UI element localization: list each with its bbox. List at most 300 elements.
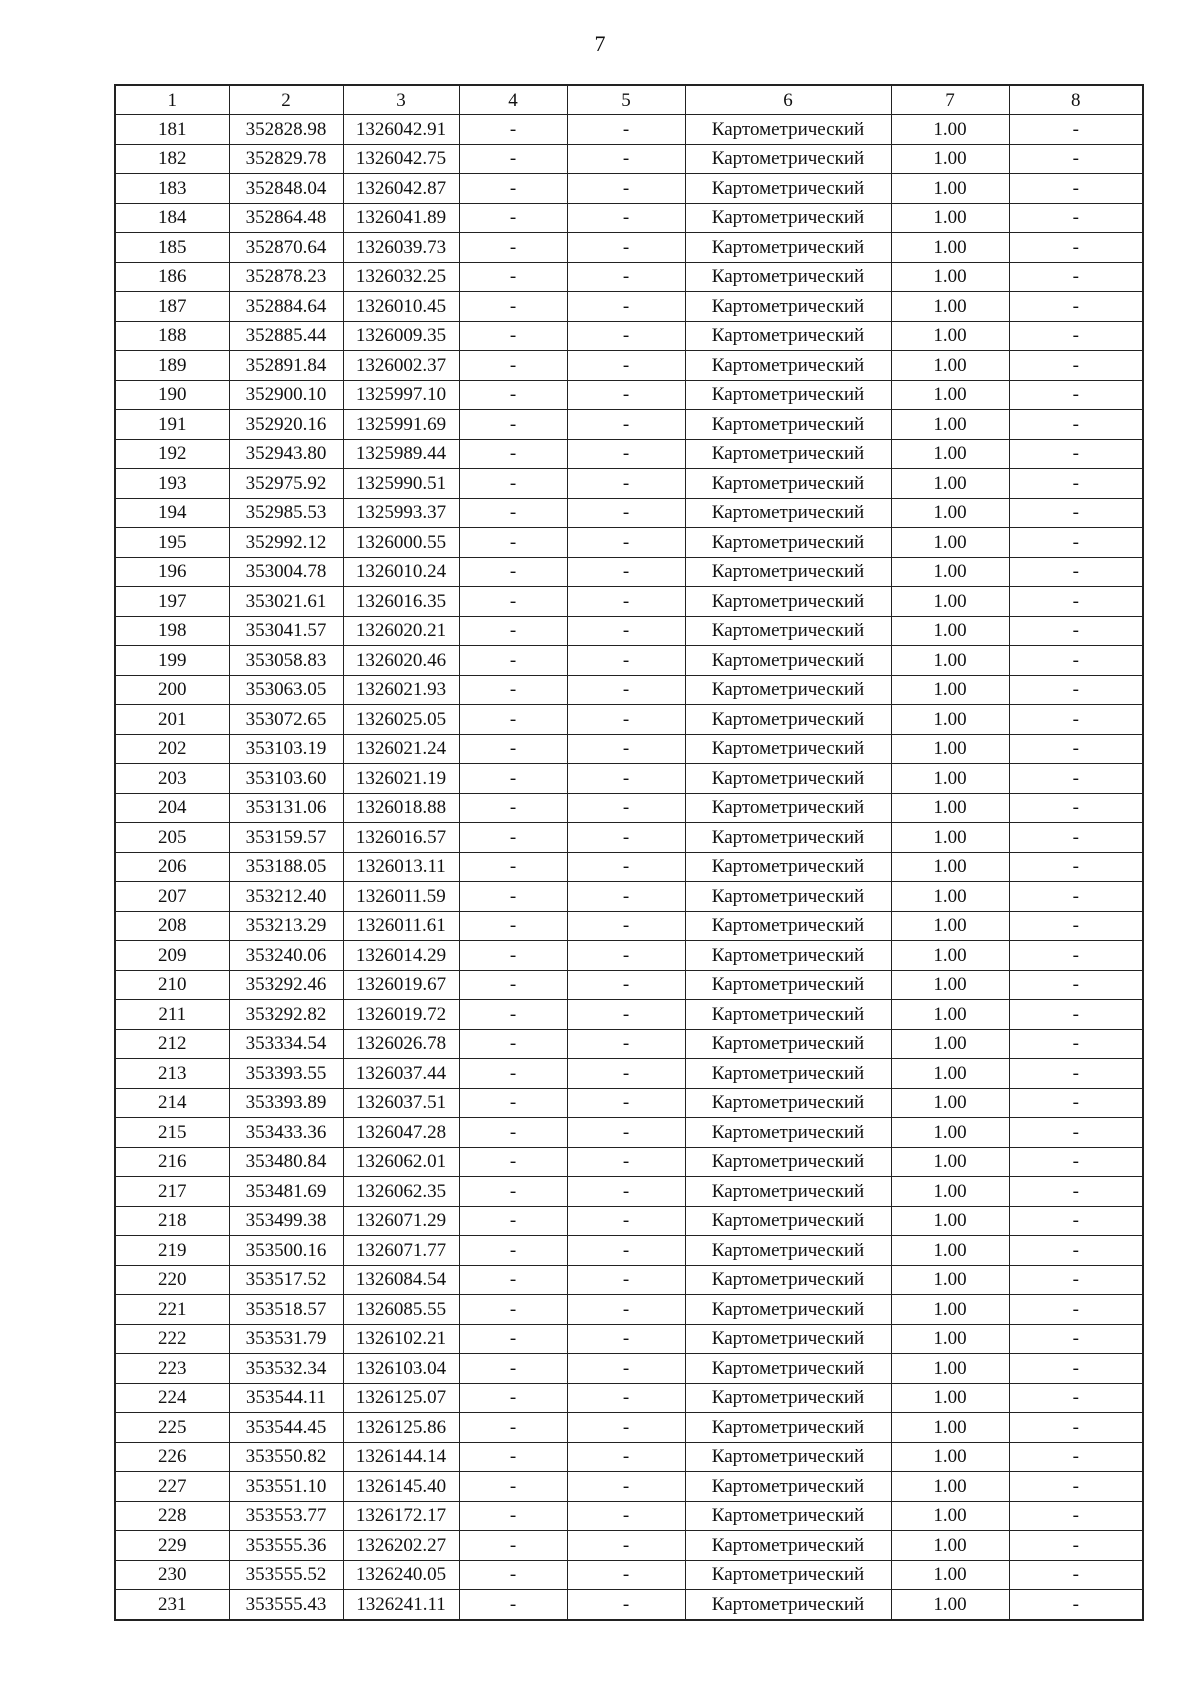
table-cell: 1.00 [891, 705, 1009, 735]
table-row [115, 144, 1143, 174]
table-cell: 218 [115, 1206, 229, 1236]
table-cell: - [459, 1059, 567, 1089]
table-cell: - [1009, 1029, 1143, 1059]
table-cell: 1.00 [891, 1472, 1009, 1502]
table-cell: - [567, 1265, 685, 1295]
table-cell: - [567, 115, 685, 145]
table-cell: 222 [115, 1324, 229, 1354]
table-cell: - [459, 1295, 567, 1325]
table-row [115, 823, 1143, 853]
table-cell: 1326016.57 [343, 823, 459, 853]
table-row [115, 1236, 1143, 1266]
table-cell: - [567, 852, 685, 882]
table-cell: 223 [115, 1354, 229, 1384]
table-cell: - [1009, 380, 1143, 410]
table-cell: Картометрический [685, 675, 891, 705]
table-cell: 1326042.75 [343, 144, 459, 174]
table-cell: 1326019.72 [343, 1000, 459, 1030]
table-cell: Картометрический [685, 1531, 891, 1561]
table-cell: 352885.44 [229, 321, 343, 351]
table-cell: 1.00 [891, 233, 1009, 263]
table-cell: 353188.05 [229, 852, 343, 882]
table-cell: 215 [115, 1118, 229, 1148]
table-cell: - [567, 970, 685, 1000]
table-cell: - [567, 1206, 685, 1236]
table-cell: 1.00 [891, 439, 1009, 469]
table-cell: - [1009, 793, 1143, 823]
table-cell: 352992.12 [229, 528, 343, 558]
table-cell: - [567, 1590, 685, 1620]
table-cell: 1.00 [891, 675, 1009, 705]
table-cell: 353063.05 [229, 675, 343, 705]
table-cell: - [1009, 144, 1143, 174]
table-cell: - [567, 911, 685, 941]
table-cell: 1326000.55 [343, 528, 459, 558]
table-row [115, 410, 1143, 440]
table-row [115, 1029, 1143, 1059]
table-cell: 1326010.24 [343, 557, 459, 587]
table-cell: 353131.06 [229, 793, 343, 823]
column-header: 8 [1009, 85, 1143, 115]
table-row [115, 469, 1143, 499]
table-cell: 353041.57 [229, 616, 343, 646]
table-cell: 1.00 [891, 351, 1009, 381]
column-header: 4 [459, 85, 567, 115]
table-cell: 1.00 [891, 941, 1009, 971]
table-cell: Картометрический [685, 1472, 891, 1502]
table-cell: 352920.16 [229, 410, 343, 440]
table-cell: - [1009, 351, 1143, 381]
table-cell: Картометрический [685, 1029, 891, 1059]
table-row [115, 587, 1143, 617]
table-cell: 1326062.01 [343, 1147, 459, 1177]
table-cell: - [567, 174, 685, 204]
table-cell: - [567, 439, 685, 469]
table-row [115, 734, 1143, 764]
table-cell: 353480.84 [229, 1147, 343, 1177]
table-cell: - [567, 233, 685, 263]
table-cell: Картометрический [685, 321, 891, 351]
table-row [115, 882, 1143, 912]
table-row [115, 1560, 1143, 1590]
table-cell: 1.00 [891, 321, 1009, 351]
table-cell: 1.00 [891, 911, 1009, 941]
table-cell: Картометрический [685, 941, 891, 971]
table-row [115, 321, 1143, 351]
table-cell: Картометрический [685, 1147, 891, 1177]
table-cell: 1326037.51 [343, 1088, 459, 1118]
table-cell: Картометрический [685, 1560, 891, 1590]
coordinates-table [114, 84, 1144, 1621]
table-cell: 353103.60 [229, 764, 343, 794]
table-cell: - [1009, 1118, 1143, 1148]
table-row [115, 262, 1143, 292]
table-cell: 197 [115, 587, 229, 617]
table-cell: 353500.16 [229, 1236, 343, 1266]
table-cell: - [459, 1000, 567, 1030]
table-cell: Картометрический [685, 498, 891, 528]
table-row [115, 1531, 1143, 1561]
table-cell: Картометрический [685, 911, 891, 941]
table-cell: 353544.45 [229, 1413, 343, 1443]
table-cell: 353532.34 [229, 1354, 343, 1384]
table-cell: Картометрический [685, 616, 891, 646]
table-cell: 191 [115, 410, 229, 440]
table-cell: 224 [115, 1383, 229, 1413]
table-cell: 353481.69 [229, 1177, 343, 1207]
table-cell: - [567, 1118, 685, 1148]
table-row [115, 292, 1143, 322]
table-cell: 229 [115, 1531, 229, 1561]
table-cell: 1.00 [891, 1059, 1009, 1089]
table-cell: 352829.78 [229, 144, 343, 174]
table-cell: 1326002.37 [343, 351, 459, 381]
table-cell: 353555.43 [229, 1590, 343, 1620]
table-cell: Картометрический [685, 705, 891, 735]
table-row [115, 764, 1143, 794]
table-cell: 1326009.35 [343, 321, 459, 351]
table-cell: Картометрический [685, 734, 891, 764]
table-cell: 193 [115, 469, 229, 499]
table-row [115, 1000, 1143, 1030]
table-cell: 1326020.21 [343, 616, 459, 646]
table-cell: 1326042.91 [343, 115, 459, 145]
table-cell: 206 [115, 852, 229, 882]
table-cell: - [1009, 115, 1143, 145]
table-cell: - [459, 911, 567, 941]
table-cell: - [567, 1000, 685, 1030]
table-cell: 353499.38 [229, 1206, 343, 1236]
table-cell: Картометрический [685, 1236, 891, 1266]
table-row [115, 1118, 1143, 1148]
table-cell: 1.00 [891, 1560, 1009, 1590]
table-cell: - [567, 380, 685, 410]
table-cell: Картометрический [685, 793, 891, 823]
table-cell: - [567, 793, 685, 823]
table-cell: - [459, 675, 567, 705]
table-cell: 184 [115, 203, 229, 233]
table-cell: 209 [115, 941, 229, 971]
table-cell: - [1009, 1236, 1143, 1266]
table-cell: 1326039.73 [343, 233, 459, 263]
table-cell: 212 [115, 1029, 229, 1059]
table-row [115, 1383, 1143, 1413]
table-cell: 221 [115, 1295, 229, 1325]
table-cell: - [1009, 646, 1143, 676]
table-cell: - [1009, 1324, 1143, 1354]
table-cell: 352870.64 [229, 233, 343, 263]
table-cell: 1.00 [891, 144, 1009, 174]
table-cell: 227 [115, 1472, 229, 1502]
table-cell: Картометрический [685, 1590, 891, 1620]
table-cell: Картометрический [685, 262, 891, 292]
table-cell: - [459, 351, 567, 381]
table-cell: - [567, 941, 685, 971]
table-row [115, 675, 1143, 705]
column-header: 2 [229, 85, 343, 115]
table-cell: - [567, 823, 685, 853]
table-cell: 1.00 [891, 734, 1009, 764]
table-cell: 1.00 [891, 1442, 1009, 1472]
table-row [115, 351, 1143, 381]
table-cell: - [567, 646, 685, 676]
table-cell: 207 [115, 882, 229, 912]
table-cell: 353433.36 [229, 1118, 343, 1148]
table-cell: - [459, 764, 567, 794]
table-cell: 353544.11 [229, 1383, 343, 1413]
table-cell: - [567, 498, 685, 528]
table-cell: Картометрический [685, 1206, 891, 1236]
page-number: 7 [594, 31, 606, 56]
table-row [115, 1295, 1143, 1325]
table-cell: 188 [115, 321, 229, 351]
table-cell: - [567, 587, 685, 617]
table-cell: Картометрический [685, 764, 891, 794]
table-cell: - [567, 1147, 685, 1177]
table-cell: - [459, 262, 567, 292]
table-cell: Картометрический [685, 587, 891, 617]
table-cell: 353212.40 [229, 882, 343, 912]
table-cell: 196 [115, 557, 229, 587]
table-cell: - [567, 410, 685, 440]
table-cell: 352848.04 [229, 174, 343, 204]
table-cell: 353550.82 [229, 1442, 343, 1472]
table-cell: 1.00 [891, 1206, 1009, 1236]
table-cell: 353334.54 [229, 1029, 343, 1059]
table-cell: 1326071.29 [343, 1206, 459, 1236]
table-cell: - [567, 616, 685, 646]
table-cell: Картометрический [685, 970, 891, 1000]
table-cell: Картометрический [685, 410, 891, 440]
table-cell: - [1009, 970, 1143, 1000]
table-cell: 231 [115, 1590, 229, 1620]
table-cell: - [1009, 262, 1143, 292]
table-cell: 353292.82 [229, 1000, 343, 1030]
table-row [115, 115, 1143, 145]
table-cell: 1.00 [891, 616, 1009, 646]
table-cell: - [459, 1413, 567, 1443]
table-cell: 1.00 [891, 1236, 1009, 1266]
table-cell: Картометрический [685, 351, 891, 381]
table-cell: 353292.46 [229, 970, 343, 1000]
table-cell: - [459, 646, 567, 676]
table-cell: 226 [115, 1442, 229, 1472]
table-cell: Картометрический [685, 528, 891, 558]
table-cell: 352878.23 [229, 262, 343, 292]
table-cell: 352900.10 [229, 380, 343, 410]
table-row [115, 646, 1143, 676]
table-cell: - [1009, 823, 1143, 853]
table-cell: - [459, 292, 567, 322]
table-cell: 1.00 [891, 646, 1009, 676]
table-row [115, 1177, 1143, 1207]
table-cell: - [1009, 1501, 1143, 1531]
table-cell: 183 [115, 174, 229, 204]
table-row [115, 1501, 1143, 1531]
table-cell: 205 [115, 823, 229, 853]
table-cell: 1.00 [891, 528, 1009, 558]
table-cell: - [1009, 1442, 1143, 1472]
table-cell: 1326014.29 [343, 941, 459, 971]
table-row [115, 1265, 1143, 1295]
table-cell: - [1009, 292, 1143, 322]
table-cell: - [567, 469, 685, 499]
table-cell: Картометрический [685, 1118, 891, 1148]
table-cell: 228 [115, 1501, 229, 1531]
table-cell: - [567, 1236, 685, 1266]
table-cell: 194 [115, 498, 229, 528]
table-row [115, 970, 1143, 1000]
table-cell: 216 [115, 1147, 229, 1177]
table-cell: 200 [115, 675, 229, 705]
table-cell: - [567, 262, 685, 292]
table-cell: - [1009, 528, 1143, 558]
table-cell: - [1009, 1147, 1143, 1177]
table-cell: - [567, 1560, 685, 1590]
table-cell: Картометрический [685, 439, 891, 469]
table-cell: 1326145.40 [343, 1472, 459, 1502]
table-cell: - [1009, 587, 1143, 617]
table-cell: 1326037.44 [343, 1059, 459, 1089]
table-cell: 199 [115, 646, 229, 676]
table-cell: - [459, 1029, 567, 1059]
table-cell: - [567, 557, 685, 587]
column-header: 5 [567, 85, 685, 115]
table-cell: 353058.83 [229, 646, 343, 676]
table-cell: - [567, 292, 685, 322]
table-cell: - [459, 1354, 567, 1384]
table-cell: 1.00 [891, 292, 1009, 322]
table-cell: - [1009, 705, 1143, 735]
table-cell: - [459, 1590, 567, 1620]
column-header: 3 [343, 85, 459, 115]
table-body [115, 85, 1143, 1620]
table-cell: 1.00 [891, 1413, 1009, 1443]
table-cell: 1326202.27 [343, 1531, 459, 1561]
table-cell: 1326021.19 [343, 764, 459, 794]
table-row [115, 616, 1143, 646]
table-cell: - [459, 144, 567, 174]
table-cell: - [567, 1029, 685, 1059]
table-row [115, 1354, 1143, 1384]
table-cell: - [1009, 1590, 1143, 1620]
table-cell: - [567, 1177, 685, 1207]
table-cell: 1.00 [891, 1029, 1009, 1059]
table-cell: - [1009, 498, 1143, 528]
table-cell: 1.00 [891, 557, 1009, 587]
table-cell: - [1009, 321, 1143, 351]
table-cell: - [459, 1560, 567, 1590]
table-cell: - [567, 764, 685, 794]
table-cell: - [1009, 233, 1143, 263]
table-cell: 1326041.89 [343, 203, 459, 233]
table-cell: 192 [115, 439, 229, 469]
table-cell: 1325989.44 [343, 439, 459, 469]
table-row [115, 1206, 1143, 1236]
table-cell: 353213.29 [229, 911, 343, 941]
table-cell: - [567, 1442, 685, 1472]
table-cell: - [567, 203, 685, 233]
table-cell: 198 [115, 616, 229, 646]
table-cell: Картометрический [685, 557, 891, 587]
table-row [115, 793, 1143, 823]
table-cell: 1.00 [891, 852, 1009, 882]
table-cell: 220 [115, 1265, 229, 1295]
table-cell: 1326241.11 [343, 1590, 459, 1620]
table-cell: - [1009, 1295, 1143, 1325]
table-cell: 352975.92 [229, 469, 343, 499]
table-row [115, 852, 1143, 882]
table-cell: - [567, 1059, 685, 1089]
table-cell: - [459, 1118, 567, 1148]
table-cell: 1.00 [891, 1147, 1009, 1177]
table-cell: 1.00 [891, 970, 1009, 1000]
table-cell: Картометрический [685, 1088, 891, 1118]
table-cell: 1.00 [891, 1177, 1009, 1207]
table-cell: - [567, 1531, 685, 1561]
table-cell: 353517.52 [229, 1265, 343, 1295]
table-cell: - [1009, 1354, 1143, 1384]
table-cell: - [567, 321, 685, 351]
header-row [115, 85, 1143, 115]
table-cell: - [459, 1531, 567, 1561]
table-cell: - [1009, 616, 1143, 646]
table-cell: - [459, 734, 567, 764]
table-row [115, 1088, 1143, 1118]
table-cell: 203 [115, 764, 229, 794]
table-cell: Картометрический [685, 292, 891, 322]
table-row [115, 380, 1143, 410]
table-cell: - [459, 1472, 567, 1502]
table-cell: 353531.79 [229, 1324, 343, 1354]
table-cell: 1326103.04 [343, 1354, 459, 1384]
table-cell: 1.00 [891, 174, 1009, 204]
table-cell: - [567, 1383, 685, 1413]
table-cell: - [567, 1501, 685, 1531]
table-cell: 1326084.54 [343, 1265, 459, 1295]
table-cell: - [459, 439, 567, 469]
table-cell: - [567, 528, 685, 558]
table-cell: - [459, 469, 567, 499]
table-cell: 1326011.61 [343, 911, 459, 941]
table-row [115, 911, 1143, 941]
table-cell: Картометрический [685, 1059, 891, 1089]
table-cell: Картометрический [685, 203, 891, 233]
table-row [115, 1472, 1143, 1502]
table-cell: Картометрический [685, 823, 891, 853]
table-cell: 1.00 [891, 1324, 1009, 1354]
table-cell: - [1009, 734, 1143, 764]
table-row [115, 203, 1143, 233]
table-cell: 353551.10 [229, 1472, 343, 1502]
table-cell: 1326062.35 [343, 1177, 459, 1207]
table-cell: - [459, 1383, 567, 1413]
table-cell: - [567, 675, 685, 705]
table-cell: - [1009, 203, 1143, 233]
table-cell: 1326032.25 [343, 262, 459, 292]
table-row [115, 439, 1143, 469]
table-cell: 1.00 [891, 882, 1009, 912]
table-cell: 353553.77 [229, 1501, 343, 1531]
table-cell: - [1009, 1265, 1143, 1295]
table-cell: Картометрический [685, 1442, 891, 1472]
table-cell: - [1009, 1413, 1143, 1443]
table-cell: - [1009, 174, 1143, 204]
table-cell: - [459, 1442, 567, 1472]
table-cell: 353103.19 [229, 734, 343, 764]
table-cell: 1326011.59 [343, 882, 459, 912]
table-row [115, 557, 1143, 587]
